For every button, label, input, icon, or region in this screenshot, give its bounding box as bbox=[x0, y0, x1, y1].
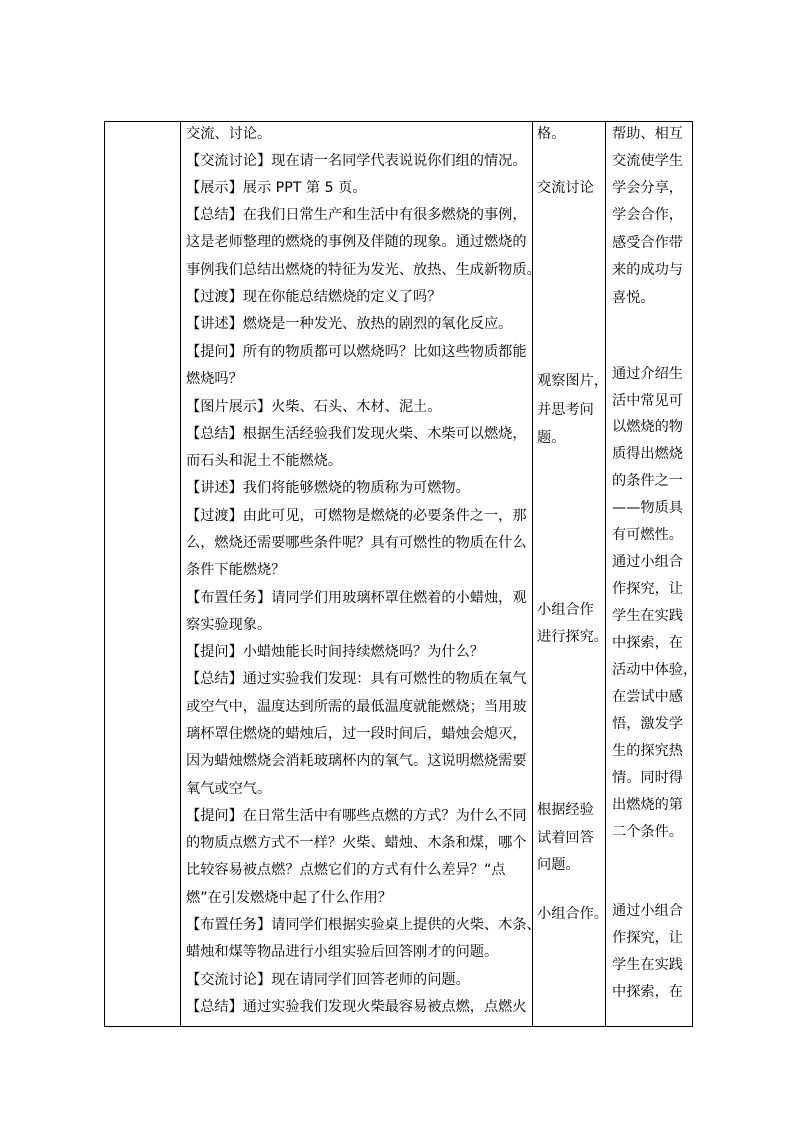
lesson-table bbox=[104, 121, 698, 1027]
text-line: 【交流讨论】现在请一名同学代表说说你们组的情况。 bbox=[186, 153, 527, 169]
table-cell-student-activity bbox=[537, 122, 608, 1026]
text-line: 比较容易被点燃？点燃它们的方式有什么差异？“点 bbox=[186, 862, 506, 878]
text-line: 察实验现象。 bbox=[186, 617, 272, 633]
text-line: 【展示】展示 PPT 第 5 页。 bbox=[186, 180, 367, 196]
text-line: 在尝试中感 bbox=[612, 689, 683, 705]
column-divider-1 bbox=[180, 122, 181, 1026]
text-line: 作探究，让 bbox=[612, 581, 683, 597]
text-line: 【总结】通过实验我们发现：具有可燃性的物质在氧气 bbox=[186, 671, 527, 687]
text-line: 学生在实践 bbox=[612, 608, 683, 624]
text-line: 么，燃烧还需要哪些条件呢？具有可燃性的物质在什么 bbox=[186, 535, 527, 551]
text-line: 出燃烧的第 bbox=[612, 797, 683, 813]
text-line: 试着回答 bbox=[537, 830, 594, 846]
text-line: 【提问】小蜡烛能长时间持续燃烧吗？为什么？ bbox=[186, 644, 484, 660]
text-line: 通过介绍生 bbox=[612, 366, 683, 382]
text-line: 的条件之一 bbox=[612, 473, 683, 489]
text-line: 有可燃性。 bbox=[612, 527, 683, 543]
text-line: 交流、讨论。 bbox=[186, 126, 272, 142]
text-line: 学会合作， bbox=[612, 207, 683, 223]
table-cell-stage bbox=[105, 122, 180, 1026]
text-line: 题。 bbox=[537, 430, 566, 446]
text-line: 观察图片， bbox=[537, 373, 608, 389]
text-line: 悟，激发学 bbox=[612, 716, 683, 732]
text-line: 或空气中，温度达到所需的最低温度就能燃烧；当用玻 bbox=[186, 699, 527, 715]
text-line: 帮助、相互 bbox=[612, 126, 683, 142]
text-line: 【总结】通过实验我们发现火柴最容易被点燃，点燃火 bbox=[186, 999, 527, 1015]
text-line: 通过小组合 bbox=[612, 554, 683, 570]
text-line: ——物质具 bbox=[612, 500, 683, 516]
text-line: 【提问】在日常生活中有哪些点燃的方式？为什么不同 bbox=[186, 808, 527, 824]
table-cell-teacher-activity bbox=[186, 122, 541, 1026]
text-line: 【讲述】燃烧是一种发光、放热的剧烈的氧化反应。 bbox=[186, 316, 513, 332]
text-line: 的物质点燃方式不一样？火柴、蜡烛、木条和煤，哪个 bbox=[186, 835, 527, 851]
text-line: 以燃烧的物 bbox=[612, 419, 683, 435]
text-line: 喜悦。 bbox=[612, 290, 655, 306]
text-line: 作探究，让 bbox=[612, 930, 683, 946]
text-line: 学会分享， bbox=[612, 180, 683, 196]
text-line: 根据经验 bbox=[537, 802, 594, 818]
text-line: 交流使学生 bbox=[612, 153, 683, 169]
text-line: 情。同时得 bbox=[612, 770, 683, 786]
text-line: 格。 bbox=[537, 126, 566, 142]
text-line: 璃杯罩住燃烧的蜡烛后，过一段时间后，蜡烛会熄灭， bbox=[186, 726, 527, 742]
text-line: 并思考问 bbox=[537, 402, 594, 418]
text-line: 条件下能燃烧？ bbox=[186, 562, 286, 578]
text-line: 二个条件。 bbox=[612, 824, 683, 840]
text-line: 进行探究。 bbox=[537, 629, 608, 645]
text-line: 而石头和泥土不能燃烧。 bbox=[186, 453, 343, 469]
text-line: 问题。 bbox=[537, 857, 580, 873]
text-line: 【过渡】由此可见，可燃物是燃烧的必要条件之一，那 bbox=[186, 508, 527, 524]
text-line: 生的探究热 bbox=[612, 743, 683, 759]
text-line: 因为蜡烛燃烧会消耗玻璃杯内的氧气。这说明燃烧需要 bbox=[186, 753, 527, 769]
text-line: 【讲述】我们将能够燃烧的物质称为可燃物。 bbox=[186, 480, 470, 496]
text-line: 蜡烛和煤等物品进行小组实验后回答刚才的问题。 bbox=[186, 944, 499, 960]
text-line: 中探索，在 bbox=[612, 984, 683, 1000]
text-line: 中探索，在 bbox=[612, 635, 683, 651]
text-line: 小组合作。 bbox=[537, 906, 608, 922]
text-line: 氧气或空气。 bbox=[186, 781, 272, 797]
table-cell-design-intent bbox=[612, 122, 698, 1026]
text-line: 学生在实践 bbox=[612, 957, 683, 973]
text-line: 燃烧吗？ bbox=[186, 371, 243, 387]
text-line: 【布置任务】请同学们用玻璃杯罩住燃着的小蜡烛，观 bbox=[186, 590, 527, 606]
text-line: 感受合作带 bbox=[612, 235, 683, 251]
text-line: 来的成功与 bbox=[612, 262, 683, 278]
text-line: 【总结】根据生活经验我们发现火柴、木柴可以燃烧， bbox=[186, 426, 527, 442]
text-line: 这是老师整理的燃烧的事例及伴随的现象。通过燃烧的 bbox=[186, 234, 527, 250]
text-line: 【布置任务】请同学们根据实验桌上提供的火柴、木条、 bbox=[186, 917, 541, 933]
column-divider-3 bbox=[605, 122, 606, 1026]
text-line: 活中常见可 bbox=[612, 393, 683, 409]
text-line: 活动中体验， bbox=[612, 662, 698, 678]
text-line: 质得出燃烧 bbox=[612, 446, 683, 462]
text-line: 小组合作 bbox=[537, 602, 594, 618]
column-divider-2 bbox=[532, 122, 533, 1026]
text-line: 燃”在引发燃烧中起了什么作用？ bbox=[186, 890, 392, 906]
text-line: 【过渡】现在你能总结燃烧的定义了吗？ bbox=[186, 289, 442, 305]
text-line: 事例我们总结出燃烧的特征为发光、放热、生成新物质。 bbox=[186, 262, 541, 278]
text-line: 【总结】在我们日常生产和生活中有很多燃烧的事例， bbox=[186, 207, 527, 223]
text-line: 【提问】所有的物质都可以燃烧吗？比如这些物质都能 bbox=[186, 344, 527, 360]
text-line: 通过小组合 bbox=[612, 903, 683, 919]
text-line: 【图片展示】火柴、石头、木材、泥土。 bbox=[186, 399, 442, 415]
text-line: 【交流讨论】现在请同学们回答老师的问题。 bbox=[186, 972, 470, 988]
text-line: 交流讨论 bbox=[537, 180, 594, 196]
